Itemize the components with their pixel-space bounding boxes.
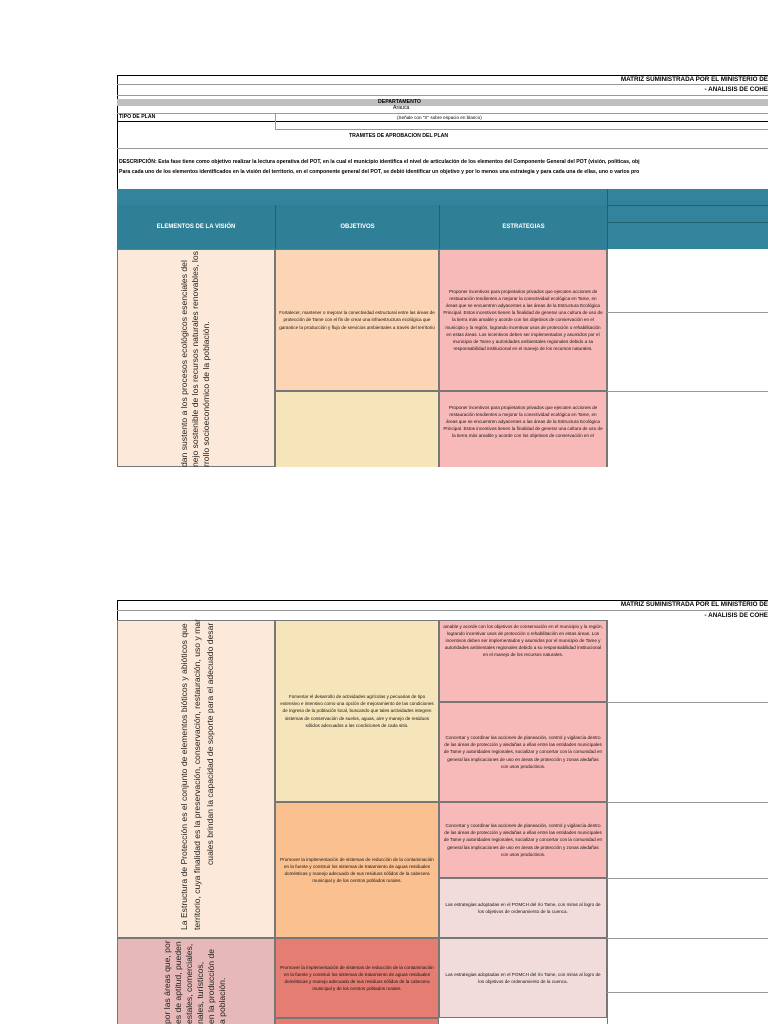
departamento-label: DEPARTAMENTO — [378, 99, 421, 105]
sheet-page-2 — [117, 600, 768, 1024]
column-header-objetivos: OBJETIVOS — [275, 205, 439, 249]
vision-proteccion-line-1: La Estructura de Protección es el conjunto de elementos bióticos y abióticos que — [179, 623, 189, 930]
vision-produccion-line-2: es de aptitud, pueden — [173, 941, 183, 1024]
vision-produccion-line-4: nales, turísticos, — [195, 961, 205, 1024]
objetivo-cell-agricola: Fomentar el desarrollo de actividades agrícolas y pecuarias de tipo extensivo e intensivo como una opción de mejoramiento de las condiciones de ingreso de la población local, buscando que tales actividades integren sistemas de conservación de suelos, aguas, aire y manejo de residuos sólidos adecuados a las condiciones de cada sitio. — [275, 620, 439, 802]
column-header-estrategias: ESTRATEGIAS — [439, 205, 607, 249]
estrategia-cell-pomch-2: Las estrategias adoptadas en el POMCH del río Tame, con miras al logro de los objetivos de ordenamiento de la cuenca. — [439, 938, 607, 1018]
estrategia-cell-cont: amable y acorde con los objetivos de conservación en el municipio y la región, logrando incentivar usos de protección o rehabilitación en estas áreas. Los incentivos deben ser implementados y asumidos por el municipio de Tame y autoridades ambientales regionales debido a su responsabilidad institucional en el manejo de los recursos naturales. — [439, 620, 607, 702]
vision-proteccion-line-2: territorio, cuya finalidad es la preservación, conservación, restauración, uso y mar — [192, 619, 202, 930]
objetivo-cell-1: Fortalecer, mantener o mejorar la conectividad estructural entre las áreas de protección de Tame con el fin de crear una infraestructura ecológica que garantice la producción y flujo de servicios ambientales a través del territorio — [275, 249, 439, 391]
description-line-2: Para cada uno de los elementos identificados en la visión del territorio, en el componente general del POT, se debió identificar un objetivo y por lo menos una estrategia y para cada una de ellas, uno o varios pro — [119, 169, 640, 175]
vision-line-2: nejo sostenible de los recursos naturales renovables, los — [190, 251, 200, 467]
objetivo-cell-2 — [275, 391, 439, 467]
estrategia-cell-1: Proponer incentivos para propietarios privados que ejecuten acciones de restauración tendientes a mejorar la conectividad ecológica en Tame, en áreas que se encuentren adyacentes a las áreas de la Estructura Ecológica Principal. Estos incentivos tienen la finalidad de generar una cultura de uso de la tierra más amable y acorde con los objetivos de conservación en el municipio y la región, logrando incentivar usos de protección o rehabilitación en estas áreas. Los incentivos deben ser implementados y asumidos por el municipio de Tame y autoridades ambientales regionales debido a su responsabilidad institucional en el manejo de los recursos naturales. — [439, 249, 607, 391]
tipo-plan-label: TIPO DE PLAN — [119, 114, 156, 120]
vision-produccion-line-3: estales, comerciales, — [184, 943, 194, 1024]
vision-line-3: rrollo socioeconómico de la población. — [201, 321, 211, 467]
vision-produccion-line-1: por las áreas que, por — [162, 940, 172, 1024]
matrix-title-repeat: MATRIZ SUMINISTRADA POR EL MINISTERIO DE — [620, 601, 768, 608]
description-line-1: DESCRIPCIÓN: Esta fase tiene como objetivo realizar la lectura operativa del POT, en la cual el municipio identifica el nivel de articulación de los elementos del Componente General del POT (visión, políticas, obj — [119, 159, 640, 165]
matrix-subtitle: - ANALISIS DE COHE — [704, 86, 768, 93]
estrategia-cell-coordinar-2: Concertar y coordinar las acciones de planeación, control y vigilancia dentro de las áreas de protección y aledañas a ellas entre las entidades municipales de Tame y autoridades regionales, socializar y concertar con la comunidad en general las implicaciones de uso en áreas de protección y zonas aledañas con usos productivos. — [439, 802, 607, 878]
objetivo-cell-contaminacion-2: Promover la implementación de sistemas de reducción de la contaminación en la fuente y construir los sistemas de tratamiento de aguas residuales domésticas y manejo adecuado de sus residuos sólidos de la cabecera municipal y de los centros poblados rurales. — [275, 938, 439, 1018]
estrategia-cell-pomch-1: Las estrategias adoptadas en el POMCH del río Tame, con miras al logro de los objetivos de ordenamiento de la cuenca. — [439, 878, 607, 938]
vision-produccion-line-5: en la producción de — [206, 948, 216, 1024]
matrix-title: MATRIZ SUMINISTRADA POR EL MINISTERIO DE — [620, 76, 768, 83]
sheet-page-1 — [117, 75, 768, 467]
estrategia-cell-coordinar-1: Concertar y coordinar las acciones de planeación, control y vigilancia dentro de las áreas de protección y aledañas a ellas entre las entidades municipales de Tame y autoridades regionales, socializar y concertar con la comunidad en general las implicaciones de uso en áreas de protección y zonas aledañas con usos productivos. — [439, 702, 607, 802]
vision-proteccion-line-3: cuales brindan la capacidad de soporte para el adecuado desar — [205, 622, 215, 865]
tipo-plan-hint: (Señale con "X" sobre espacio en blanco) — [397, 115, 482, 120]
matrix-subtitle-repeat: - ANALISIS DE COHE — [704, 612, 768, 619]
vision-line-1: dan sustento a los procesos ecológicos esenciales del — [179, 260, 189, 467]
objetivo-cell-next — [275, 1018, 439, 1024]
tramites-label: TRAMITES DE APROBACION DEL PLAN — [349, 133, 449, 139]
departamento-value: Arauca — [393, 105, 410, 111]
column-header-vision: ELEMENTOS DE LA VISIÓN — [117, 205, 275, 249]
estrategia-cell-2: Proponer incentivos para propietarios privados que ejecuten acciones de restauración tendientes a mejorar la conectividad ecológica en Tame, en áreas que se encuentren adyacentes a las áreas de la Estructura Ecológica Principal. Estos incentivos tienen la finalidad de generar una cultura de uso de la tierra más amable y acorde con los objetivos de conservación en el — [439, 391, 607, 467]
vision-produccion-line-6: a población. — [217, 977, 227, 1024]
objetivo-cell-contaminacion: Promover la implementación de sistemas de reducción de la contaminación en la fuente y construir los sistemas de tratamiento de aguas residuales domésticas y manejo adecuado de sus residuos sólidos de la cabecera municipal y de los centros poblados rurales. — [275, 802, 439, 938]
